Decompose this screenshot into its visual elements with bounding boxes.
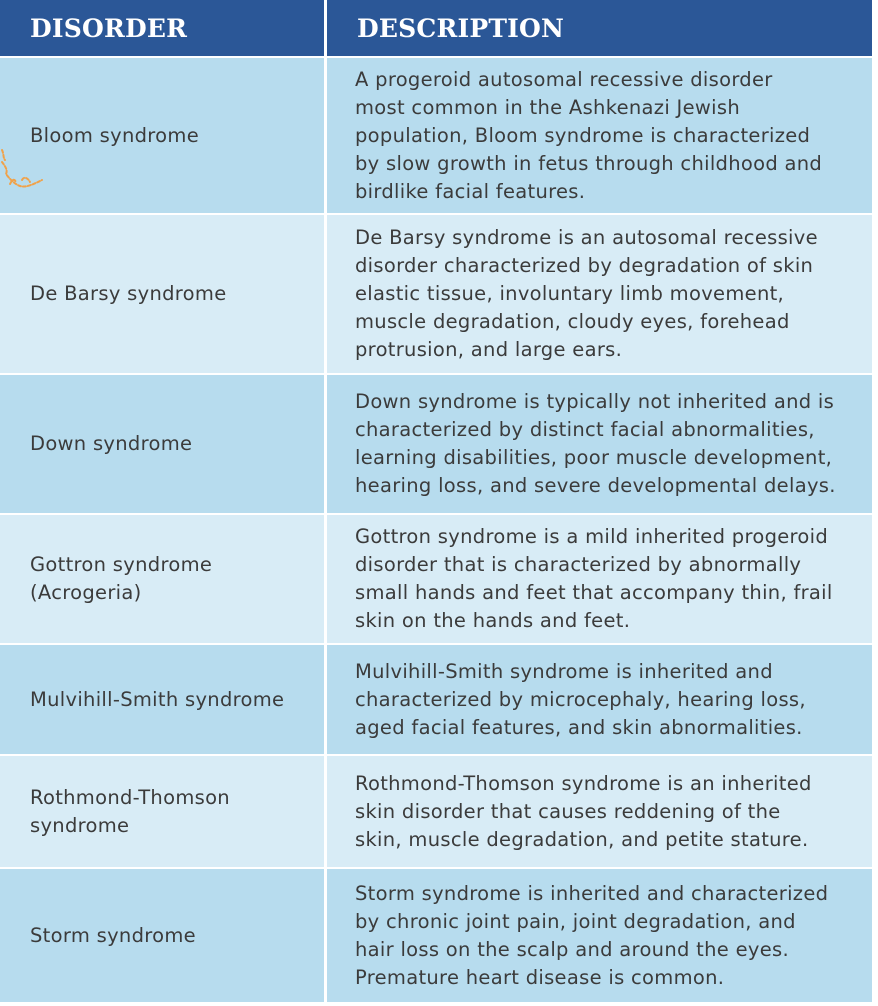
table-row-disorder bbox=[0, 375, 327, 515]
table-row-disorder bbox=[0, 515, 327, 645]
disorder-name: Gottron syndrome (Acrogeria) bbox=[30, 553, 213, 604]
disorder-description: Rothmond-Thomson syndrome is an inherited skin disorder that causes reddening of the skin, muscle degradation, and petite stature. bbox=[355, 771, 812, 851]
header-disorder: DISORDER bbox=[0, 0, 327, 58]
table-row-description bbox=[327, 375, 872, 515]
disorder-description: De Barsy syndrome is an autosomal recessive disorder characterized by degradation of skin elastic tissue, involuntary limb movement, muscle degradation, cloudy eyes, forehead protrusion, and large ears. bbox=[355, 226, 818, 361]
table-row-disorder bbox=[0, 756, 327, 869]
table-row-description bbox=[327, 645, 872, 756]
disorder-description: Storm syndrome is inherited and characterized by chronic joint pain, joint degradation, and hair loss on the scalp and around the eyes. Premature heart disease is common. bbox=[355, 881, 829, 989]
table-row-description bbox=[327, 58, 872, 215]
disorder-description: Down syndrome is typically not inherited and is characterized by distinct facial abnormalities, learning disabilities, poor muscle development, hearing loss, and severe developmental delays. bbox=[355, 390, 836, 497]
disorder-description: Mulvihill-Smith syndrome is inherited and characterized by microcephaly, hearing loss, aged facial features, and skin abnormalities. bbox=[355, 659, 806, 739]
table-row-disorder bbox=[0, 645, 327, 756]
disorder-description: A progeroid autosomal recessive disorder most common in the Ashkenazi Jewish population, Bloom syndrome is characterized by slow growth in fetus through childhood and birdlike facial features. bbox=[355, 67, 823, 203]
header-description: DESCRIPTION bbox=[327, 0, 872, 58]
table-row-description bbox=[327, 869, 872, 1004]
disorder-name: Rothmond-Thomson syndrome bbox=[30, 785, 230, 837]
table-row-description bbox=[327, 215, 872, 375]
table-row-disorder bbox=[0, 869, 327, 1004]
disorder-name: Bloom syndrome bbox=[30, 123, 199, 147]
disorder-description: Gottron syndrome is a mild inherited progeroid disorder that is characterized by abnormally small hands and feet that accompany thin, frail skin on the hands and feet. bbox=[355, 525, 833, 632]
disorder-name: De Barsy syndrome bbox=[30, 282, 227, 305]
table-row-description bbox=[327, 756, 872, 869]
disorder-name: Mulvihill-Smith syndrome bbox=[30, 687, 285, 711]
table-row-disorder bbox=[0, 215, 327, 375]
table-row-description bbox=[327, 515, 872, 645]
disorder-name: Down syndrome bbox=[30, 432, 193, 455]
table-row-disorder bbox=[0, 58, 327, 215]
disorder-name: Storm syndrome bbox=[30, 923, 196, 947]
